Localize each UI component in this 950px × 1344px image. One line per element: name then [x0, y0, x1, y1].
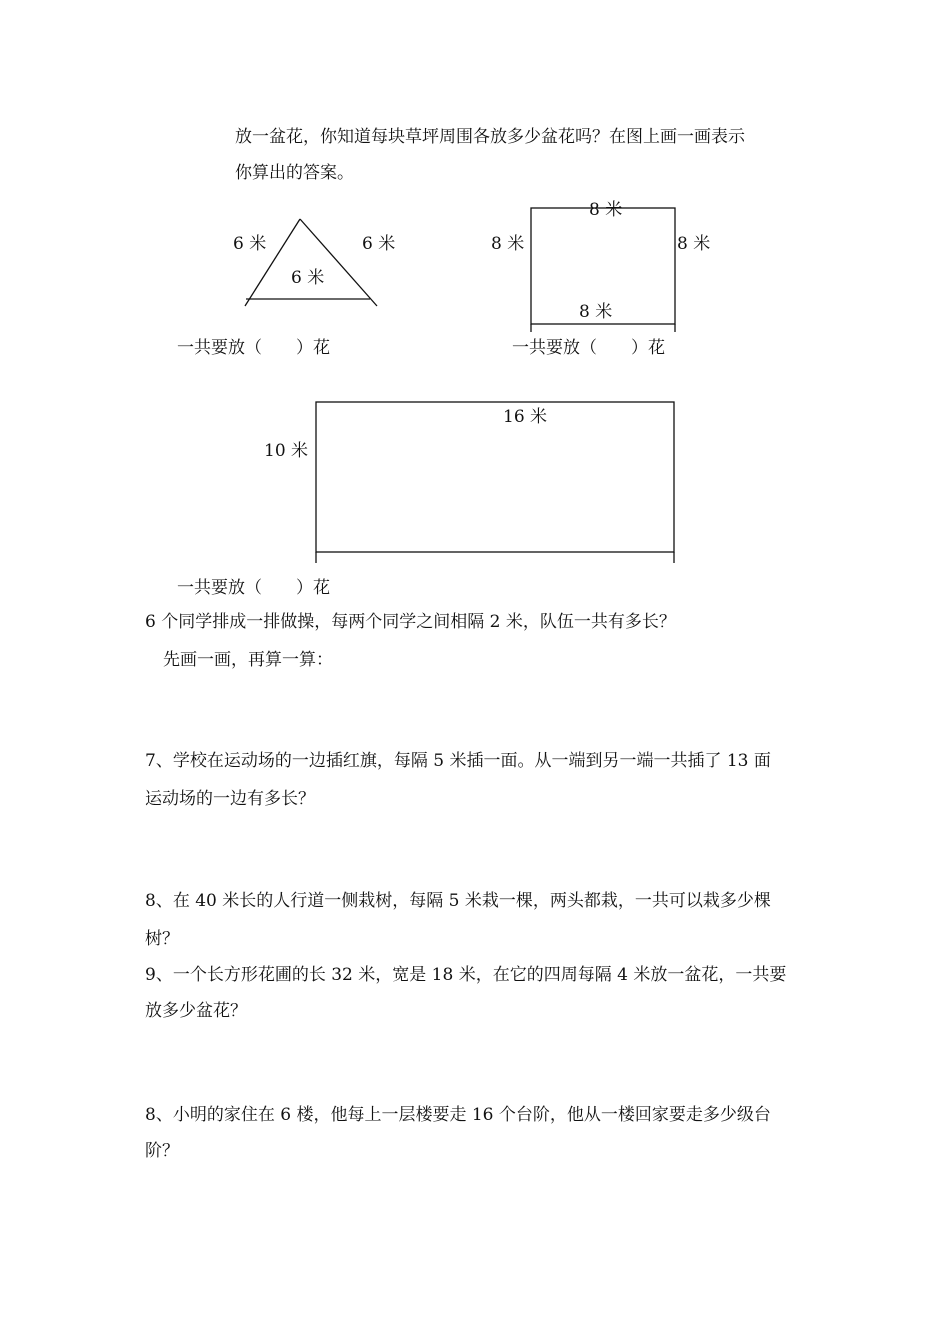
- q9-text-line1: 9、一个长方形花圃的长 32 米，宽是 18 米，在它的四周每隔 4 米放一盆花，一共要: [145, 965, 787, 985]
- q6-text-line1: 6 个同学排成一排做操，每两个同学之间相隔 2 米，队伍一共有多长？: [145, 612, 676, 632]
- square-bottom-label: 8 米: [579, 302, 613, 322]
- rect-answer: 一共要放（ ）花: [177, 578, 330, 598]
- square-right-label: 8 米: [677, 234, 711, 254]
- square-answer: 一共要放（ ）花: [512, 338, 665, 358]
- triangle-lawn: [245, 219, 377, 306]
- triangle-bottom-label: 6 米: [291, 268, 325, 288]
- square-top-label: 8 米: [589, 200, 623, 220]
- q6-text-line2: 先画一画，再算一算：: [163, 650, 333, 670]
- rectangle-lawn: [316, 402, 674, 563]
- triangle-answer: 一共要放（ ）花: [177, 338, 330, 358]
- q5-text-line1: 放一盆花，你知道每块草坪周围各放多少盆花吗？在图上画一画表示: [235, 127, 745, 147]
- square-left-label: 8 米: [491, 234, 525, 254]
- rect-top-label: 16 米: [503, 407, 548, 427]
- rect-left-label: 10 米: [264, 441, 309, 461]
- q8-text-line2: 树？: [145, 929, 179, 949]
- triangle-right-label: 6 米: [362, 234, 396, 254]
- q5-text-line2: 你算出的答案。: [235, 163, 354, 183]
- q7-text-line2: 运动场的一边有多长？: [145, 789, 315, 809]
- triangle-left-label: 6 米: [233, 234, 267, 254]
- q10-text-line1: 8、小明的家住在 6 楼，他每上一层楼要走 16 个台阶，他从一楼回家要走多少级台: [145, 1105, 771, 1125]
- q8-text-line1: 8、在 40 米长的人行道一侧栽树，每隔 5 米栽一棵，两头都栽，一共可以栽多少棵: [145, 891, 771, 911]
- q7-text-line1: 7、学校在运动场的一边插红旗，每隔 5 米插一面。从一端到另一端一共插了 13 面: [145, 751, 771, 771]
- q9-text-line2: 放多少盆花？: [145, 1001, 247, 1021]
- q10-text-line2: 阶？: [145, 1141, 179, 1161]
